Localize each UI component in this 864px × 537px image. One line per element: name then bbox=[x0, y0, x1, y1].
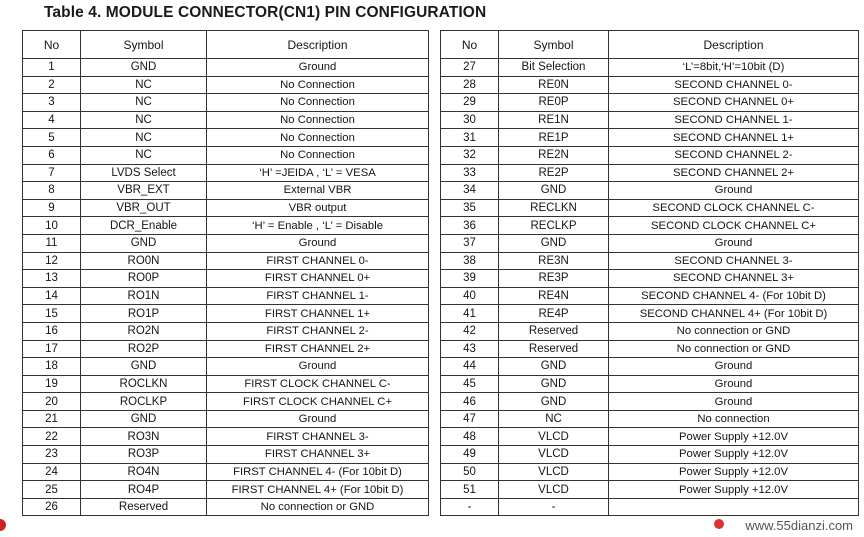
pin-number: 13 bbox=[23, 270, 81, 288]
pin-number: 46 bbox=[441, 393, 499, 411]
pin-symbol: RE1N bbox=[499, 111, 609, 129]
pin-symbol: NC bbox=[81, 146, 207, 164]
pin-number: 40 bbox=[441, 287, 499, 305]
pin-symbol: GND bbox=[499, 234, 609, 252]
pin-symbol: Bit Selection bbox=[499, 59, 609, 77]
header-symbol: Symbol bbox=[81, 31, 207, 59]
pin-description: FIRST CHANNEL 3+ bbox=[207, 446, 429, 464]
pin-symbol: RE0P bbox=[499, 94, 609, 112]
pin-row bbox=[23, 234, 429, 252]
pin-row bbox=[441, 217, 859, 235]
pin-row bbox=[441, 428, 859, 446]
pin-symbol: RE4P bbox=[499, 305, 609, 323]
pin-description: FIRST CLOCK CHANNEL C- bbox=[207, 375, 429, 393]
pin-description: SECOND CHANNEL 0- bbox=[609, 76, 859, 94]
pin-symbol: NC bbox=[499, 410, 609, 428]
pin-number: 51 bbox=[441, 481, 499, 499]
pin-number: 19 bbox=[23, 375, 81, 393]
pin-description: VBR output bbox=[207, 199, 429, 217]
pin-symbol: ROCLKP bbox=[81, 393, 207, 411]
header-symbol: Symbol bbox=[499, 31, 609, 59]
pin-symbol: NC bbox=[81, 94, 207, 112]
pin-row bbox=[441, 199, 859, 217]
pin-symbol: RE1P bbox=[499, 129, 609, 147]
pin-table-left-body bbox=[23, 59, 429, 516]
pin-number: 5 bbox=[23, 129, 81, 147]
pin-row bbox=[23, 199, 429, 217]
pin-row bbox=[441, 446, 859, 464]
pin-description: Power Supply +12.0V bbox=[609, 428, 859, 446]
pin-number: 43 bbox=[441, 340, 499, 358]
pin-description: SECOND CHANNEL 2- bbox=[609, 146, 859, 164]
pin-number: 37 bbox=[441, 234, 499, 252]
pin-row bbox=[23, 76, 429, 94]
pin-row bbox=[441, 322, 859, 340]
pin-description: Ground bbox=[609, 358, 859, 376]
pin-row bbox=[23, 498, 429, 516]
pin-row bbox=[23, 111, 429, 129]
pin-symbol: Reserved bbox=[499, 340, 609, 358]
pin-row bbox=[23, 393, 429, 411]
pin-symbol: VLCD bbox=[499, 446, 609, 464]
pin-description: SECOND CLOCK CHANNEL C- bbox=[609, 199, 859, 217]
pin-symbol: DCR_Enable bbox=[81, 217, 207, 235]
pin-symbol: RO3N bbox=[81, 428, 207, 446]
pin-number: 38 bbox=[441, 252, 499, 270]
pin-row bbox=[441, 287, 859, 305]
pin-description: External VBR bbox=[207, 182, 429, 200]
pin-row bbox=[23, 164, 429, 182]
pin-number: - bbox=[441, 498, 499, 516]
pin-number: 8 bbox=[23, 182, 81, 200]
pin-symbol: GND bbox=[499, 182, 609, 200]
pin-row bbox=[441, 76, 859, 94]
pin-number: 34 bbox=[441, 182, 499, 200]
table-header-row bbox=[23, 31, 429, 59]
pin-description: No Connection bbox=[207, 76, 429, 94]
pin-row bbox=[23, 428, 429, 446]
pin-symbol: VLCD bbox=[499, 481, 609, 499]
pin-number: 36 bbox=[441, 217, 499, 235]
pin-number: 48 bbox=[441, 428, 499, 446]
pin-symbol: RE0N bbox=[499, 76, 609, 94]
pin-row bbox=[441, 393, 859, 411]
pin-number: 27 bbox=[441, 59, 499, 77]
pin-symbol: NC bbox=[81, 111, 207, 129]
pin-description: No Connection bbox=[207, 146, 429, 164]
pin-description: No Connection bbox=[207, 111, 429, 129]
pin-description: SECOND CHANNEL 1+ bbox=[609, 129, 859, 147]
pin-row bbox=[23, 146, 429, 164]
pin-number: 42 bbox=[441, 322, 499, 340]
pin-symbol: RE3P bbox=[499, 270, 609, 288]
edge-logo-mark bbox=[0, 519, 6, 531]
pin-description: SECOND CHANNEL 1- bbox=[609, 111, 859, 129]
pin-symbol: RO3P bbox=[81, 446, 207, 464]
pin-number: 45 bbox=[441, 375, 499, 393]
pin-row bbox=[441, 410, 859, 428]
pin-row bbox=[441, 481, 859, 499]
pin-row bbox=[23, 358, 429, 376]
pin-description: Ground bbox=[207, 234, 429, 252]
header-description: Description bbox=[609, 31, 859, 59]
pin-number: 31 bbox=[441, 129, 499, 147]
pin-row bbox=[441, 146, 859, 164]
pin-symbol: GND bbox=[81, 59, 207, 77]
pin-row bbox=[441, 340, 859, 358]
pin-symbol: RE3N bbox=[499, 252, 609, 270]
pin-description: No connection or GND bbox=[609, 322, 859, 340]
pin-row bbox=[23, 463, 429, 481]
pin-description: FIRST CHANNEL 1- bbox=[207, 287, 429, 305]
pin-row bbox=[23, 481, 429, 499]
pin-symbol: VLCD bbox=[499, 428, 609, 446]
pin-number: 9 bbox=[23, 199, 81, 217]
pin-number: 33 bbox=[441, 164, 499, 182]
pin-symbol: RO0N bbox=[81, 252, 207, 270]
pin-symbol: RO2N bbox=[81, 322, 207, 340]
pin-row bbox=[441, 59, 859, 77]
pin-symbol: RO4P bbox=[81, 481, 207, 499]
pin-row bbox=[23, 129, 429, 147]
pin-description: No Connection bbox=[207, 94, 429, 112]
pin-symbol: RE4N bbox=[499, 287, 609, 305]
pin-row bbox=[441, 358, 859, 376]
pin-symbol: GND bbox=[499, 393, 609, 411]
pin-description: Ground bbox=[207, 59, 429, 77]
pin-description: SECOND CHANNEL 3- bbox=[609, 252, 859, 270]
pin-number: 49 bbox=[441, 446, 499, 464]
pin-symbol: VLCD bbox=[499, 463, 609, 481]
pin-description: FIRST CHANNEL 4- (For 10bit D) bbox=[207, 463, 429, 481]
pin-description: ‘H’ =JEIDA , ‘L’ = VESA bbox=[207, 164, 429, 182]
pin-row bbox=[23, 305, 429, 323]
pin-description: SECOND CLOCK CHANNEL C+ bbox=[609, 217, 859, 235]
pin-symbol: LVDS Select bbox=[81, 164, 207, 182]
pin-symbol: NC bbox=[81, 76, 207, 94]
pin-number: 14 bbox=[23, 287, 81, 305]
pin-description: No connection bbox=[609, 410, 859, 428]
pin-row bbox=[441, 252, 859, 270]
site-watermark: www.55dianzi.com bbox=[742, 518, 856, 533]
pin-symbol: Reserved bbox=[81, 498, 207, 516]
pin-description: SECOND CHANNEL 3+ bbox=[609, 270, 859, 288]
pin-number: 44 bbox=[441, 358, 499, 376]
pin-description: FIRST CHANNEL 2- bbox=[207, 322, 429, 340]
pin-description bbox=[609, 498, 859, 516]
pin-number: 15 bbox=[23, 305, 81, 323]
pin-number: 47 bbox=[441, 410, 499, 428]
pin-symbol: GND bbox=[81, 410, 207, 428]
pin-number: 20 bbox=[23, 393, 81, 411]
pin-symbol: VBR_EXT bbox=[81, 182, 207, 200]
pin-row bbox=[23, 410, 429, 428]
pin-row bbox=[441, 234, 859, 252]
pin-description: Ground bbox=[609, 234, 859, 252]
pin-symbol: ROCLKN bbox=[81, 375, 207, 393]
pin-number: 23 bbox=[23, 446, 81, 464]
pin-number: 50 bbox=[441, 463, 499, 481]
pin-number: 28 bbox=[441, 76, 499, 94]
pin-row bbox=[23, 182, 429, 200]
watermark-icon bbox=[714, 519, 724, 529]
pin-symbol: RO1P bbox=[81, 305, 207, 323]
pin-row bbox=[441, 111, 859, 129]
pin-symbol: RECLKP bbox=[499, 217, 609, 235]
pin-description: No connection or GND bbox=[207, 498, 429, 516]
pin-number: 32 bbox=[441, 146, 499, 164]
pin-symbol: RO1N bbox=[81, 287, 207, 305]
pin-row bbox=[23, 375, 429, 393]
table-title: Table 4. MODULE CONNECTOR(CN1) PIN CONFIGURATION bbox=[44, 4, 487, 21]
pin-number: 12 bbox=[23, 252, 81, 270]
pin-description: Power Supply +12.0V bbox=[609, 481, 859, 499]
pin-symbol: RE2P bbox=[499, 164, 609, 182]
pin-description: Ground bbox=[207, 358, 429, 376]
pin-row bbox=[441, 182, 859, 200]
pin-description: FIRST CLOCK CHANNEL C+ bbox=[207, 393, 429, 411]
pin-description: No connection or GND bbox=[609, 340, 859, 358]
pin-row bbox=[441, 375, 859, 393]
pin-row bbox=[441, 463, 859, 481]
pin-number: 26 bbox=[23, 498, 81, 516]
pin-row bbox=[441, 94, 859, 112]
pin-number: 1 bbox=[23, 59, 81, 77]
pin-row bbox=[23, 322, 429, 340]
pin-description: No Connection bbox=[207, 129, 429, 147]
pin-description: Ground bbox=[609, 393, 859, 411]
pin-number: 30 bbox=[441, 111, 499, 129]
pin-number: 3 bbox=[23, 94, 81, 112]
pin-symbol: Reserved bbox=[499, 322, 609, 340]
pin-number: 2 bbox=[23, 76, 81, 94]
pin-description: ‘L’=8bit,‘H’=10bit (D) bbox=[609, 59, 859, 77]
pin-number: 25 bbox=[23, 481, 81, 499]
pin-row bbox=[23, 59, 429, 77]
pin-row bbox=[23, 446, 429, 464]
pin-description: Power Supply +12.0V bbox=[609, 463, 859, 481]
pin-number: 22 bbox=[23, 428, 81, 446]
pin-description: SECOND CHANNEL 2+ bbox=[609, 164, 859, 182]
pin-row bbox=[23, 287, 429, 305]
pin-row bbox=[441, 498, 859, 516]
pin-number: 17 bbox=[23, 340, 81, 358]
pin-number: 7 bbox=[23, 164, 81, 182]
pin-number: 16 bbox=[23, 322, 81, 340]
pin-symbol: GND bbox=[81, 234, 207, 252]
pin-description: Ground bbox=[609, 182, 859, 200]
pin-number: 39 bbox=[441, 270, 499, 288]
pin-row bbox=[441, 164, 859, 182]
pin-symbol: VBR_OUT bbox=[81, 199, 207, 217]
pin-number: 24 bbox=[23, 463, 81, 481]
pin-symbol: GND bbox=[499, 358, 609, 376]
pin-number: 21 bbox=[23, 410, 81, 428]
pin-description: SECOND CHANNEL 0+ bbox=[609, 94, 859, 112]
pin-description: FIRST CHANNEL 0+ bbox=[207, 270, 429, 288]
pin-description: FIRST CHANNEL 0- bbox=[207, 252, 429, 270]
pin-row bbox=[23, 252, 429, 270]
pin-symbol: RE2N bbox=[499, 146, 609, 164]
pin-description: FIRST CHANNEL 2+ bbox=[207, 340, 429, 358]
pin-number: 11 bbox=[23, 234, 81, 252]
pin-symbol: GND bbox=[499, 375, 609, 393]
pin-description: SECOND CHANNEL 4+ (For 10bit D) bbox=[609, 305, 859, 323]
pin-row bbox=[23, 270, 429, 288]
pin-number: 41 bbox=[441, 305, 499, 323]
pin-row bbox=[23, 94, 429, 112]
pin-description: Ground bbox=[207, 410, 429, 428]
pin-number: 4 bbox=[23, 111, 81, 129]
pin-number: 35 bbox=[441, 199, 499, 217]
pin-symbol: RO2P bbox=[81, 340, 207, 358]
pin-description: Ground bbox=[609, 375, 859, 393]
pin-table-right-body bbox=[441, 59, 859, 516]
pin-description: SECOND CHANNEL 4- (For 10bit D) bbox=[609, 287, 859, 305]
pin-description: Power Supply +12.0V bbox=[609, 446, 859, 464]
pin-number: 29 bbox=[441, 94, 499, 112]
pin-description: FIRST CHANNEL 4+ (For 10bit D) bbox=[207, 481, 429, 499]
pin-number: 6 bbox=[23, 146, 81, 164]
pin-row bbox=[23, 340, 429, 358]
table-header-row bbox=[441, 31, 859, 59]
pin-symbol: NC bbox=[81, 129, 207, 147]
header-no: No bbox=[23, 31, 81, 59]
pin-table-left bbox=[22, 30, 429, 516]
pin-number: 18 bbox=[23, 358, 81, 376]
pin-symbol: RO4N bbox=[81, 463, 207, 481]
pin-row bbox=[441, 270, 859, 288]
pin-table-right bbox=[440, 30, 859, 516]
pin-symbol: RECLKN bbox=[499, 199, 609, 217]
pin-description: FIRST CHANNEL 1+ bbox=[207, 305, 429, 323]
pin-description: FIRST CHANNEL 3- bbox=[207, 428, 429, 446]
header-description: Description bbox=[207, 31, 429, 59]
header-no: No bbox=[441, 31, 499, 59]
pin-symbol: GND bbox=[81, 358, 207, 376]
pin-symbol: RO0P bbox=[81, 270, 207, 288]
pin-row bbox=[441, 305, 859, 323]
pin-row bbox=[441, 129, 859, 147]
pin-description: ‘H’ = Enable , ‘L’ = Disable bbox=[207, 217, 429, 235]
pin-symbol: - bbox=[499, 498, 609, 516]
pin-row bbox=[23, 217, 429, 235]
pin-number: 10 bbox=[23, 217, 81, 235]
